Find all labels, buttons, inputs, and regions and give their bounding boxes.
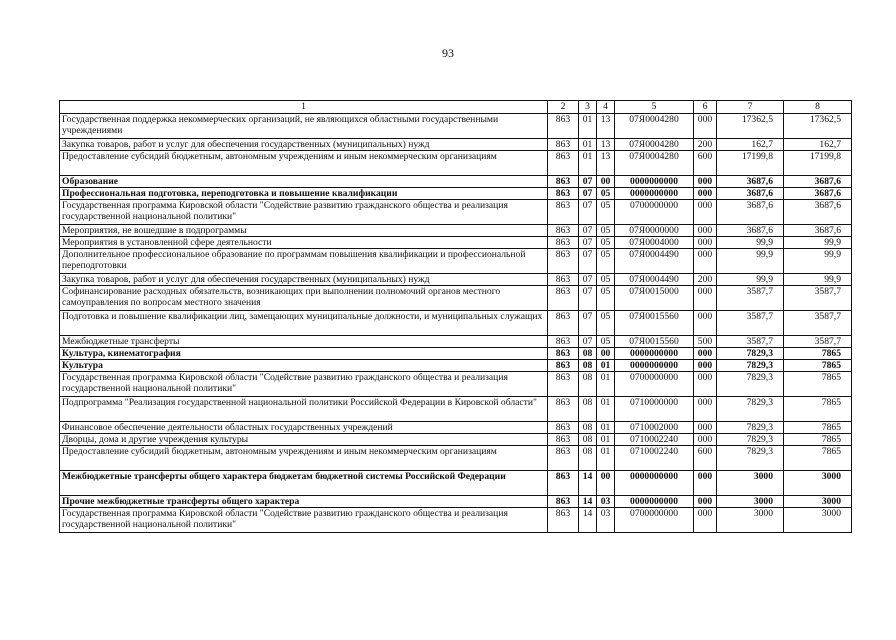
row-amount-1: 3687,6: [717, 200, 784, 225]
row-target-article: 0710000000: [615, 397, 694, 422]
row-name: Культура: [60, 360, 548, 372]
row-target-article: 07Я0004000: [615, 237, 694, 249]
row-subsection: 01: [597, 397, 615, 422]
row-section: 08: [579, 434, 597, 446]
row-expense-type: 000: [694, 496, 717, 508]
row-code: 863: [548, 286, 579, 311]
header-cell: 2: [548, 101, 579, 114]
row-target-article: 0000000000: [615, 496, 694, 508]
row-target-article: 0000000000: [615, 471, 694, 496]
row-code: 863: [548, 508, 579, 533]
row-name: Государственная программа Кировской области "Содействие развитию гражданского общества и реализация государственной национальной политики": [60, 200, 548, 225]
row-subsection: 05: [597, 336, 615, 348]
table-row: [60, 422, 852, 434]
row-amount-2: 7865: [784, 348, 852, 360]
row-code: 863: [548, 139, 579, 151]
row-amount-1: 7829,3: [717, 434, 784, 446]
row-code: 863: [548, 249, 579, 274]
row-subsection: 00: [597, 348, 615, 360]
row-amount-2: 3000: [784, 508, 852, 533]
table-row: [60, 225, 852, 237]
row-subsection: 13: [597, 151, 615, 176]
row-amount-2: 7865: [784, 372, 852, 397]
row-section: 07: [579, 237, 597, 249]
row-amount-2: 99,9: [784, 237, 852, 249]
row-subsection: 01: [597, 372, 615, 397]
row-name: Предоставление субсидий бюджетным, автономным учреждениям и иным некоммерческим организациям: [60, 446, 548, 471]
row-section: 14: [579, 508, 597, 533]
row-name: Закупка товаров, работ и услуг для обеспечения государственных (муниципальных) нужд: [60, 274, 548, 286]
table-row: [60, 372, 852, 397]
row-expense-type: 000: [694, 286, 717, 311]
row-target-article: 07Я0004280: [615, 151, 694, 176]
row-target-article: 07Я0004280: [615, 139, 694, 151]
row-subsection: 05: [597, 188, 615, 200]
row-expense-type: 000: [694, 249, 717, 274]
row-subsection: 05: [597, 237, 615, 249]
row-expense-type: 000: [694, 434, 717, 446]
budget-table: [59, 100, 852, 533]
row-target-article: 07Я0015560: [615, 311, 694, 336]
row-name: Прочие межбюджетные трансферты общего характера: [60, 496, 548, 508]
row-code: 863: [548, 237, 579, 249]
table-row: [60, 274, 852, 286]
row-section: 01: [579, 151, 597, 176]
row-amount-2: 3687,6: [784, 188, 852, 200]
row-subsection: 05: [597, 225, 615, 237]
row-subsection: 05: [597, 274, 615, 286]
row-code: 863: [548, 446, 579, 471]
row-subsection: 03: [597, 496, 615, 508]
row-expense-type: 600: [694, 151, 717, 176]
row-expense-type: 600: [694, 446, 717, 471]
row-code: 863: [548, 471, 579, 496]
row-amount-2: 7865: [784, 360, 852, 372]
row-expense-type: 200: [694, 139, 717, 151]
row-expense-type: 000: [694, 311, 717, 336]
header-cell: 7: [717, 101, 784, 114]
row-code: 863: [548, 422, 579, 434]
row-code: 863: [548, 274, 579, 286]
row-expense-type: 000: [694, 397, 717, 422]
row-name: Межбюджетные трансферты: [60, 336, 548, 348]
row-target-article: 07Я0004490: [615, 249, 694, 274]
row-name: Предоставление субсидий бюджетным, автономным учреждениям и иным некоммерческим организациям: [60, 151, 548, 176]
row-name: Образование: [60, 176, 548, 188]
table-row: [60, 446, 852, 471]
row-code: 863: [548, 397, 579, 422]
row-section: 07: [579, 336, 597, 348]
row-amount-2: 162,7: [784, 139, 852, 151]
table-row: [60, 237, 852, 249]
row-amount-2: 3000: [784, 496, 852, 508]
row-code: 863: [548, 176, 579, 188]
row-amount-1: 3687,6: [717, 225, 784, 237]
row-section: 07: [579, 249, 597, 274]
row-code: 863: [548, 348, 579, 360]
row-code: 863: [548, 225, 579, 237]
row-target-article: 0000000000: [615, 188, 694, 200]
row-subsection: 05: [597, 311, 615, 336]
table-row: [60, 286, 852, 311]
row-expense-type: 500: [694, 336, 717, 348]
row-subsection: 01: [597, 360, 615, 372]
row-amount-1: 3587,7: [717, 336, 784, 348]
row-section: 07: [579, 188, 597, 200]
row-target-article: 0700000000: [615, 508, 694, 533]
row-amount-1: 7829,3: [717, 422, 784, 434]
row-code: 863: [548, 200, 579, 225]
table-row: [60, 496, 852, 508]
row-name: Подготовка и повышение квалификации лиц, замещающих муниципальные должности, и муниципальных служащих: [60, 311, 548, 336]
row-expense-type: 000: [694, 237, 717, 249]
row-target-article: 0710002240: [615, 446, 694, 471]
row-subsection: 01: [597, 446, 615, 471]
row-expense-type: 000: [694, 372, 717, 397]
row-expense-type: 000: [694, 471, 717, 496]
row-amount-2: 7865: [784, 397, 852, 422]
row-amount-1: 3000: [717, 508, 784, 533]
row-section: 01: [579, 139, 597, 151]
row-section: 07: [579, 225, 597, 237]
row-name: Государственная программа Кировской области "Содействие развитию гражданского общества и реализация государственной национальной политики": [60, 372, 548, 397]
row-code: 863: [548, 336, 579, 348]
row-expense-type: 000: [694, 200, 717, 225]
row-amount-1: 99,9: [717, 249, 784, 274]
row-subsection: 01: [597, 434, 615, 446]
row-amount-1: 3000: [717, 471, 784, 496]
row-expense-type: 000: [694, 188, 717, 200]
row-code: 863: [548, 188, 579, 200]
table-row: [60, 151, 852, 176]
row-amount-1: 3687,6: [717, 188, 784, 200]
table-row: [60, 249, 852, 274]
row-section: 08: [579, 348, 597, 360]
row-name: Финансовое обеспечение деятельности областных государственных учреждений: [60, 422, 548, 434]
row-target-article: 07Я0004280: [615, 114, 694, 139]
header-cell: 4: [597, 101, 615, 114]
row-amount-1: 17199,8: [717, 151, 784, 176]
table-row: [60, 139, 852, 151]
row-expense-type: 200: [694, 274, 717, 286]
row-target-article: 07Я0000000: [615, 225, 694, 237]
row-target-article: 07Я0015560: [615, 336, 694, 348]
row-name: Мероприятия в установленной сфере деятельности: [60, 237, 548, 249]
table-row: [60, 434, 852, 446]
row-code: 863: [548, 434, 579, 446]
row-amount-1: 7829,3: [717, 348, 784, 360]
row-target-article: 07Я0015000: [615, 286, 694, 311]
row-amount-1: 7829,3: [717, 372, 784, 397]
row-expense-type: 000: [694, 348, 717, 360]
row-code: 863: [548, 114, 579, 139]
row-amount-2: 3687,6: [784, 176, 852, 188]
row-subsection: 03: [597, 508, 615, 533]
row-section: 08: [579, 360, 597, 372]
table-row: [60, 176, 852, 188]
row-amount-2: 3000: [784, 471, 852, 496]
row-subsection: 13: [597, 139, 615, 151]
row-amount-1: 7829,3: [717, 360, 784, 372]
header-cell: 3: [579, 101, 597, 114]
row-expense-type: 000: [694, 225, 717, 237]
row-amount-2: 17362,5: [784, 114, 852, 139]
row-subsection: 00: [597, 471, 615, 496]
row-amount-2: 7865: [784, 446, 852, 471]
row-amount-1: 3687,6: [717, 176, 784, 188]
header-cell: 8: [784, 101, 852, 114]
row-amount-1: 99,9: [717, 274, 784, 286]
row-target-article: 0700000000: [615, 200, 694, 225]
row-amount-1: 3587,7: [717, 286, 784, 311]
row-section: 08: [579, 422, 597, 434]
table-header-row: [60, 101, 852, 114]
table-body: [60, 101, 852, 533]
row-amount-2: 7865: [784, 434, 852, 446]
page-number: 93: [442, 46, 454, 60]
row-name: Закупка товаров, работ и услуг для обеспечения государственных (муниципальных) нужд: [60, 139, 548, 151]
row-amount-2: 99,9: [784, 249, 852, 274]
table-row: [60, 348, 852, 360]
row-amount-1: 162,7: [717, 139, 784, 151]
row-name: Межбюджетные трансферты общего характера бюджетам бюджетной системы Российской Федерации: [60, 471, 548, 496]
row-target-article: 0000000000: [615, 360, 694, 372]
row-section: 07: [579, 200, 597, 225]
row-amount-2: 99,9: [784, 274, 852, 286]
row-code: 863: [548, 311, 579, 336]
row-section: 07: [579, 176, 597, 188]
row-amount-1: 3000: [717, 496, 784, 508]
row-subsection: 00: [597, 176, 615, 188]
row-subsection: 05: [597, 249, 615, 274]
row-target-article: 0000000000: [615, 176, 694, 188]
row-amount-2: 3587,7: [784, 336, 852, 348]
row-name: Профессиональная подготовка, переподготовка и повышение квалификации: [60, 188, 548, 200]
row-amount-1: 7829,3: [717, 446, 784, 471]
row-section: 07: [579, 286, 597, 311]
row-section: 14: [579, 471, 597, 496]
row-code: 863: [548, 360, 579, 372]
header-cell: 6: [694, 101, 717, 114]
row-target-article: 0700000000: [615, 372, 694, 397]
row-section: 08: [579, 446, 597, 471]
row-subsection: 13: [597, 114, 615, 139]
row-name: Государственная программа Кировской области "Содействие развитию гражданского общества и реализация государственной национальной политики": [60, 508, 548, 533]
table-row: [60, 114, 852, 139]
row-code: 863: [548, 151, 579, 176]
row-code: 863: [548, 496, 579, 508]
row-target-article: 0710002000: [615, 422, 694, 434]
row-subsection: 05: [597, 286, 615, 311]
row-section: 01: [579, 114, 597, 139]
row-amount-2: 3687,6: [784, 225, 852, 237]
row-amount-2: 3687,6: [784, 200, 852, 225]
row-amount-2: 7865: [784, 422, 852, 434]
row-amount-2: 3587,7: [784, 311, 852, 336]
row-name: Культура, кинематография: [60, 348, 548, 360]
row-section: 08: [579, 372, 597, 397]
row-name: Дворцы, дома и другие учреждения культуры: [60, 434, 548, 446]
row-expense-type: 000: [694, 422, 717, 434]
row-amount-1: 99,9: [717, 237, 784, 249]
row-subsection: 01: [597, 422, 615, 434]
row-expense-type: 000: [694, 360, 717, 372]
table-row: [60, 471, 852, 496]
row-target-article: 0000000000: [615, 348, 694, 360]
row-subsection: 05: [597, 200, 615, 225]
row-amount-2: 17199,8: [784, 151, 852, 176]
header-cell: 1: [60, 101, 548, 114]
row-section: 08: [579, 397, 597, 422]
row-amount-1: 17362,5: [717, 114, 784, 139]
row-target-article: 0710002240: [615, 434, 694, 446]
table-row: [60, 360, 852, 372]
row-code: 863: [548, 372, 579, 397]
row-section: 07: [579, 311, 597, 336]
row-name: Софинансирование расходных обязательств, возникающих при выполнении полномочий органов местного самоуправления по вопросам местного значения: [60, 286, 548, 311]
row-amount-2: 3587,7: [784, 286, 852, 311]
row-target-article: 07Я0004490: [615, 274, 694, 286]
row-name: Дополнительное профессиональное образование по программам повышения квалификации и профессиональной переподготовки: [60, 249, 548, 274]
row-section: 14: [579, 496, 597, 508]
row-section: 07: [579, 274, 597, 286]
row-amount-1: 7829,3: [717, 397, 784, 422]
table-row: [60, 311, 852, 336]
table-row: [60, 336, 852, 348]
table-row: [60, 508, 852, 533]
row-name: Мероприятия, не вошедшие в подпрограммы: [60, 225, 548, 237]
row-name: Государственная поддержка некоммерческих организаций, не являющихся областными государственными учреждениями: [60, 114, 548, 139]
row-expense-type: 000: [694, 114, 717, 139]
table-row: [60, 200, 852, 225]
table-row: [60, 188, 852, 200]
row-name: Подпрограмма "Реализация государственной национальной политики Российской Федерации в Кировской области": [60, 397, 548, 422]
row-expense-type: 000: [694, 508, 717, 533]
header-cell: 5: [615, 101, 694, 114]
row-expense-type: 000: [694, 176, 717, 188]
table-row: [60, 397, 852, 422]
row-amount-1: 3587,7: [717, 311, 784, 336]
